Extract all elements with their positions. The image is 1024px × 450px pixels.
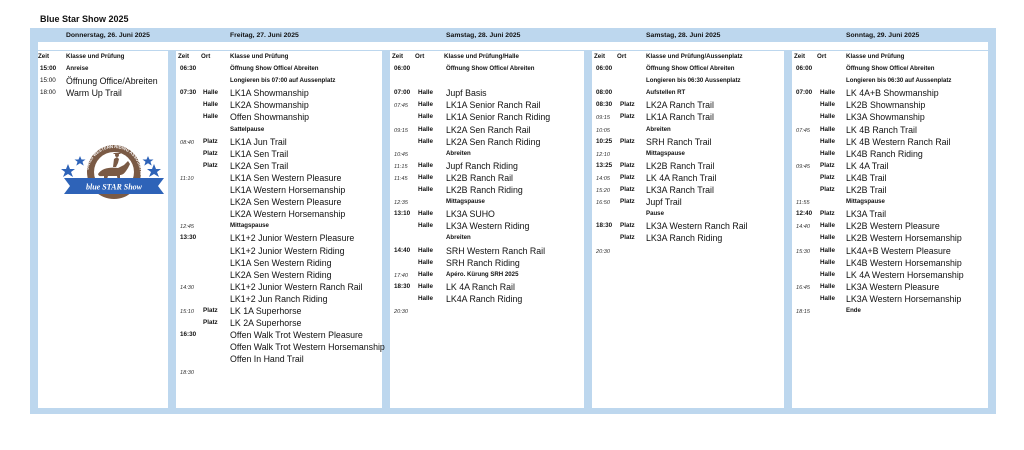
row-class: LK2A Ranch Trail: [646, 100, 714, 111]
row-time: 18:15: [796, 309, 810, 315]
schedule-row: [792, 305, 988, 317]
row-class: LK1A Showmanship: [230, 88, 309, 99]
schedule-row: [176, 99, 382, 111]
column-header-ort: Ort: [201, 53, 211, 60]
row-class: LK2A Sen Western Riding: [230, 269, 332, 280]
row-class: Mittagspause: [846, 198, 885, 206]
row-class: LK2A Sen Western Pleasure: [230, 197, 342, 208]
row-class: Anreise: [66, 65, 89, 72]
row-time: 07:45: [796, 127, 810, 134]
row-class: LK2B Ranch Rail: [446, 172, 513, 183]
row-class: LK2A Sen Ranch Riding: [446, 136, 541, 147]
row-time: 06:00: [796, 65, 813, 72]
row-class: LK2B Ranch Trail: [646, 160, 715, 171]
schedule-row: [176, 196, 382, 208]
row-class: Longieren bis 06:30 Aussenplatz: [646, 77, 741, 85]
row-class: LK3A Western Pleasure: [846, 281, 940, 292]
row-location: Halle: [418, 246, 434, 254]
row-location: Platz: [203, 319, 218, 327]
row-time: 14:05: [596, 175, 610, 182]
row-class: LK4B Trail: [846, 172, 887, 183]
schedule-row: [592, 160, 784, 172]
page-title: Blue Star Show 2025: [40, 14, 129, 24]
row-class: LK 4A+B Showmanship: [846, 88, 939, 99]
schedule-row: [176, 148, 382, 160]
row-class: LK3A Western Riding: [446, 221, 530, 232]
logo-banner-text: blue STAR Show: [85, 182, 143, 192]
row-class: Offen Showmanship: [230, 112, 310, 123]
schedule-row: [792, 269, 988, 281]
schedule-row: [390, 99, 584, 111]
row-class: LK4B Western Horsemanship: [846, 257, 962, 268]
row-time: 06:00: [596, 65, 613, 72]
schedule-row: [792, 220, 988, 232]
schedule-row: [176, 160, 382, 172]
schedule-row: [390, 136, 584, 148]
row-class: Abreiten: [446, 234, 471, 242]
schedule-row: [176, 124, 382, 136]
column-header-ort: Ort: [415, 53, 425, 60]
column-header-klasse: Klasse und Prüfung/Aussenplatz: [646, 53, 743, 60]
schedule-row: [792, 232, 988, 244]
row-class: LK 2A Superhorse: [230, 318, 302, 329]
row-class: Jupf Ranch Riding: [446, 160, 518, 171]
row-location: Platz: [203, 161, 218, 169]
row-location: Platz: [203, 307, 218, 314]
schedule-row: [792, 281, 988, 293]
row-location: Halle: [820, 101, 836, 109]
day-column-saturday-platz: [592, 51, 784, 408]
row-class: Öffnung Show Office/ Abreiten: [846, 65, 935, 72]
row-class: LK2A Showmanship: [230, 100, 309, 111]
row-class: Jupf Basis: [446, 88, 487, 99]
row-time: 07:30: [180, 89, 197, 97]
schedule-row: [792, 172, 988, 184]
row-class: Offen In Hand Trail: [230, 354, 304, 365]
schedule-row: [592, 148, 784, 160]
row-class: Longieren bis 06:30 auf Aussenplatz: [846, 77, 952, 85]
row-class: LK1A Jun Trail: [230, 136, 287, 147]
schedule-row: [176, 87, 382, 99]
row-location: Halle: [418, 270, 434, 278]
row-time: 17:40: [394, 272, 408, 279]
row-class: LK1A Sen Western Riding: [230, 257, 332, 268]
schedule-row: [176, 172, 382, 184]
row-class: Jupf Trail: [646, 197, 682, 208]
row-class: Öffnung Show Office/ Abreiten: [230, 65, 319, 72]
row-class: LK3A Western Horsemanship: [846, 293, 962, 304]
row-class: LK2A Western Horsemanship: [230, 209, 346, 220]
row-class: Öffnung Office/Abreiten: [66, 76, 158, 86]
row-class: LK3A Western Ranch Rail: [646, 221, 748, 232]
schedule-row: [176, 305, 382, 317]
row-location: Platz: [620, 198, 635, 206]
row-class: LK4A Ranch Riding: [446, 293, 523, 304]
row-location: Platz: [620, 173, 635, 181]
row-class: LK1A Western Horsemanship: [230, 185, 346, 195]
blue-star-show-logo: [58, 134, 170, 202]
row-time: 06:00: [394, 65, 411, 72]
column-header-ort: Ort: [617, 53, 627, 60]
row-class: LK2B Western Pleasure: [846, 221, 940, 232]
row-location: Platz: [820, 161, 835, 169]
row-time: 15:20: [596, 188, 610, 194]
schedule-row: [38, 87, 168, 99]
day-column-saturday-halle: [390, 51, 584, 408]
schedule-row: [38, 75, 168, 87]
row-time: 07:45: [394, 103, 408, 110]
row-time: 20:30: [394, 309, 408, 315]
schedule-row: [592, 99, 784, 111]
row-time: 14:40: [394, 246, 411, 254]
row-class: LK2B Ranch Riding: [446, 185, 523, 195]
horse-rider-logo-icon: [58, 134, 170, 202]
row-class: Mittagspause: [646, 149, 685, 157]
schedule-row: [390, 63, 584, 75]
day-header-sunday: Sonntag, 29. Juni 2025: [846, 32, 920, 39]
row-class: LK3A SUHO: [446, 209, 495, 220]
schedule-row: [176, 329, 382, 341]
schedule-row: [390, 184, 584, 196]
row-time: 18:00: [40, 89, 56, 96]
schedule-row: [592, 232, 784, 244]
row-time: 11:55: [796, 200, 810, 207]
schedule-row: [592, 124, 784, 136]
row-class: SRH Western Ranch Rail: [446, 245, 546, 256]
row-location: Halle: [203, 101, 219, 109]
schedule-row: [792, 87, 988, 99]
column-header-klasse: Klasse und Prüfung: [230, 53, 289, 60]
row-time: 10:45: [394, 151, 408, 158]
row-class: LK1A Sen Western Pleasure: [230, 172, 342, 183]
row-time: 15:30: [796, 248, 810, 255]
row-time: 15:10: [180, 309, 194, 315]
header-spacer: [38, 42, 988, 50]
row-class: LK3A Trail: [846, 209, 887, 220]
schedule-row: [592, 172, 784, 184]
schedule-row: [176, 63, 382, 75]
schedule-row: [592, 87, 784, 99]
schedule-row: [390, 281, 584, 293]
schedule-row: [176, 353, 382, 365]
schedule-row: [792, 160, 988, 172]
row-location: Halle: [820, 113, 836, 121]
row-time: 18:30: [596, 222, 613, 230]
row-location: Halle: [820, 89, 836, 97]
row-class: LK 4A Ranch Trail: [646, 172, 717, 183]
schedule-row: [792, 124, 988, 136]
row-class: Warm Up Trail: [66, 88, 122, 98]
schedule-row: [390, 124, 584, 136]
row-location: Halle: [203, 89, 219, 97]
row-class: Longieren bis 07:00 auf Aussenplatz: [230, 77, 336, 85]
row-time: 16:30: [180, 331, 197, 339]
row-class: LK3A Showmanship: [846, 112, 925, 123]
row-location: Halle: [418, 113, 434, 121]
column-header-klasse: Klasse und Prüfung: [846, 53, 905, 60]
row-class: LK2B Western Horsemanship: [846, 233, 962, 244]
row-location: Halle: [418, 222, 434, 230]
row-time: 16:50: [596, 200, 610, 207]
row-location: Halle: [820, 149, 836, 157]
schedule-row: [792, 208, 988, 220]
row-time: 10:05: [596, 127, 610, 134]
day-header-saturday-halle: Samstag, 28. Juni 2025: [446, 32, 521, 39]
row-class: Öffnung Show Office/ Abreiten: [646, 65, 735, 72]
row-class: Mittagspause: [230, 222, 269, 230]
schedule-row: [390, 160, 584, 172]
schedule-row: [390, 208, 584, 220]
day-column-sunday: [792, 51, 988, 408]
column-header-zeit: Zeit: [178, 53, 190, 60]
column-header-zeit: Zeit: [794, 53, 806, 60]
row-class: Ende: [846, 307, 861, 314]
schedule-row: [592, 184, 784, 196]
row-location: Platz: [203, 149, 218, 157]
schedule-row: [390, 148, 584, 160]
schedule-row: [792, 63, 988, 75]
row-location: Halle: [203, 113, 219, 121]
schedule-row: [592, 208, 784, 220]
row-class: Offen Walk Trot Western Horsemanship: [230, 342, 385, 353]
row-class: LK2B Showmanship: [846, 100, 926, 111]
day-header-saturday-platz: Samstag, 28. Juni 2025: [646, 32, 721, 39]
schedule-row: [38, 63, 168, 75]
schedule-row: [792, 148, 988, 160]
row-location: Halle: [820, 137, 836, 145]
row-time: 09:15: [596, 115, 610, 122]
row-class: Mittagspause: [446, 198, 485, 206]
schedule-row: [176, 136, 382, 148]
row-location: Platz: [820, 210, 835, 218]
column-header-zeit: Zeit: [594, 53, 606, 60]
row-location: Halle: [820, 294, 836, 302]
row-location: Halle: [418, 210, 434, 218]
schedule-row: [176, 245, 382, 257]
row-time: 13:10: [394, 210, 411, 218]
row-location: Halle: [418, 282, 434, 290]
row-time: 18:30: [394, 282, 411, 290]
row-time: 08:00: [596, 89, 613, 97]
row-class: LK2A Sen Trail: [230, 160, 289, 171]
schedule-row: [390, 293, 584, 305]
schedule-row: [792, 99, 988, 111]
schedule-row: [390, 257, 584, 269]
schedule-row: [176, 281, 382, 293]
row-time: 12:40: [796, 210, 813, 218]
row-location: Halle: [418, 186, 434, 193]
row-location: Halle: [418, 137, 434, 145]
schedule-row: [792, 75, 988, 87]
row-location: Halle: [820, 270, 836, 278]
row-time: 15:00: [40, 77, 56, 84]
row-time: 20:30: [596, 248, 610, 255]
row-location: Halle: [820, 222, 836, 230]
row-time: 18:30: [180, 369, 194, 376]
row-class: LK4A+B Western Pleasure: [846, 245, 951, 256]
row-time: 09:15: [394, 127, 408, 134]
schedule-row: [176, 232, 382, 244]
column-header-klasse: Klasse und Prüfung/Halle: [444, 53, 519, 60]
schedule-row: [176, 75, 382, 87]
schedule-row: [390, 305, 584, 317]
row-class: Sattelpause: [230, 125, 265, 133]
row-class: Offen Walk Trot Western Pleasure: [230, 330, 363, 341]
schedule-row: [176, 269, 382, 281]
row-class: LK1A Sen Trail: [230, 148, 289, 159]
row-class: LK1+2 Junior Western Pleasure: [230, 233, 355, 244]
schedule-row: [390, 172, 584, 184]
schedule-row: [792, 136, 988, 148]
row-location: Halle: [418, 294, 434, 302]
row-location: Platz: [620, 101, 635, 109]
row-time: 14:40: [796, 224, 810, 231]
row-class: LK 4A Trail: [846, 160, 889, 171]
day-column-thursday: [38, 51, 168, 408]
row-class: SRH Ranch Trail: [646, 136, 712, 147]
column-header-zeit: Zeit: [38, 53, 50, 60]
row-time: 16:45: [796, 284, 810, 291]
row-class: LK3A Ranch Riding: [646, 233, 723, 244]
row-location: Platz: [820, 186, 835, 193]
row-class: LK1+2 Junior Western Ranch Rail: [230, 281, 363, 292]
row-class: LK3A Ranch Trail: [646, 185, 714, 195]
row-class: LK2B Trail: [846, 185, 887, 195]
schedule-row: [592, 75, 784, 87]
row-location: Halle: [820, 258, 836, 266]
schedule-row: [390, 269, 584, 281]
schedule-row: [592, 220, 784, 232]
row-class: LK1A Senior Ranch Riding: [446, 112, 551, 123]
row-time: 09:45: [796, 163, 810, 170]
row-time: 12:45: [180, 224, 194, 231]
schedule-row: [390, 220, 584, 232]
row-location: Platz: [620, 137, 635, 145]
row-time: 07:00: [796, 89, 813, 97]
schedule-row: [592, 63, 784, 75]
row-location: Halle: [820, 246, 836, 254]
row-location: Halle: [820, 282, 836, 290]
row-class: LK1A Senior Ranch Rail: [446, 100, 541, 111]
row-class: SRH Ranch Riding: [446, 257, 520, 268]
schedule-row: [176, 208, 382, 220]
row-time: 06:30: [180, 65, 197, 72]
row-time: 14:30: [180, 284, 194, 291]
row-class: LK 1A Superhorse: [230, 306, 302, 316]
schedule-row: [176, 366, 382, 378]
schedule-row: [176, 293, 382, 305]
day-column-friday: [176, 51, 385, 408]
schedule-row: [792, 293, 988, 305]
row-time: 15:00: [40, 65, 57, 72]
row-class: Apéro. Kürung SRH 2025: [446, 270, 519, 278]
row-class: LK4B Ranch Riding: [846, 148, 923, 159]
schedule-row: [792, 245, 988, 257]
schedule-row: [592, 245, 784, 257]
row-location: Halle: [418, 161, 434, 169]
schedule-row: [792, 184, 988, 196]
row-class: LK 4A Western Horsemanship: [846, 269, 964, 280]
schedule-row: [176, 341, 385, 353]
row-location: Platz: [620, 222, 635, 230]
schedule-row: [390, 196, 584, 208]
row-time: 12:35: [394, 200, 408, 207]
row-location: Platz: [820, 173, 835, 181]
row-location: Halle: [418, 89, 434, 97]
row-class: Öffnung Show Office/ Abreiten: [446, 65, 535, 72]
schedule-row: [792, 111, 988, 123]
row-class: LK1+2 Jun Ranch Riding: [230, 293, 328, 304]
row-time: 11:10: [180, 175, 194, 182]
row-class: Abreiten: [446, 149, 471, 157]
schedule-row: [176, 220, 382, 232]
row-time: 11:45: [394, 175, 408, 182]
row-class: LK2A Sen Ranch Rail: [446, 124, 531, 135]
schedule-row: [592, 136, 784, 148]
schedule-row: [390, 87, 584, 99]
row-time: 10:25: [596, 137, 613, 145]
row-time: 07:00: [394, 89, 411, 97]
logo-arc-text: SWISS WESTERN RIDING ASSOCIATIO: [84, 143, 145, 176]
schedule-row: [176, 257, 382, 269]
row-class: Abreiten: [646, 125, 671, 133]
row-location: Halle: [820, 125, 836, 133]
schedule-row: [390, 75, 584, 87]
row-class: LK1+2 Junior Western Riding: [230, 245, 345, 256]
row-time: 12:10: [596, 151, 610, 158]
row-time: 08:30: [596, 101, 613, 109]
row-class: Aufstellen RT: [646, 89, 686, 97]
schedule-row: [792, 196, 988, 208]
schedule-row: [176, 184, 382, 196]
row-time: 11:15: [394, 163, 408, 170]
row-time: 08:40: [180, 139, 194, 146]
row-class: LK 4B Ranch Trail: [846, 124, 917, 135]
row-location: Platz: [620, 161, 635, 169]
row-location: Halle: [418, 173, 434, 181]
row-class: LK 4B Western Ranch Rail: [846, 136, 951, 147]
column-header-zeit: Zeit: [392, 53, 404, 60]
row-class: LK 4A Ranch Rail: [446, 281, 515, 292]
schedule-row: [176, 111, 382, 123]
schedule-row: [592, 196, 784, 208]
row-time: 13:25: [596, 161, 613, 169]
row-location: Halle: [418, 101, 434, 109]
day-header-friday: Freitag, 27. Juni 2025: [230, 32, 299, 39]
schedule-row: [592, 111, 784, 123]
row-location: Platz: [620, 186, 635, 193]
row-location: Halle: [418, 258, 434, 266]
row-class: LK1A Ranch Trail: [646, 112, 714, 123]
schedule-row: [792, 257, 988, 269]
row-class: Pause: [646, 210, 664, 218]
row-location: Platz: [620, 234, 635, 242]
row-location: Platz: [620, 113, 635, 121]
row-time: 13:30: [180, 234, 197, 242]
schedule-row: [176, 317, 382, 329]
row-location: Halle: [418, 125, 434, 133]
row-location: Halle: [820, 234, 836, 242]
day-header-thursday: Donnerstag, 26. Juni 2025: [66, 32, 150, 39]
schedule-row: [390, 245, 584, 257]
schedule-row: [390, 232, 584, 244]
row-location: Platz: [203, 137, 218, 145]
column-header-klasse: Klasse und Prüfung: [66, 53, 125, 60]
column-header-ort: Ort: [817, 53, 827, 60]
schedule-row: [390, 111, 584, 123]
